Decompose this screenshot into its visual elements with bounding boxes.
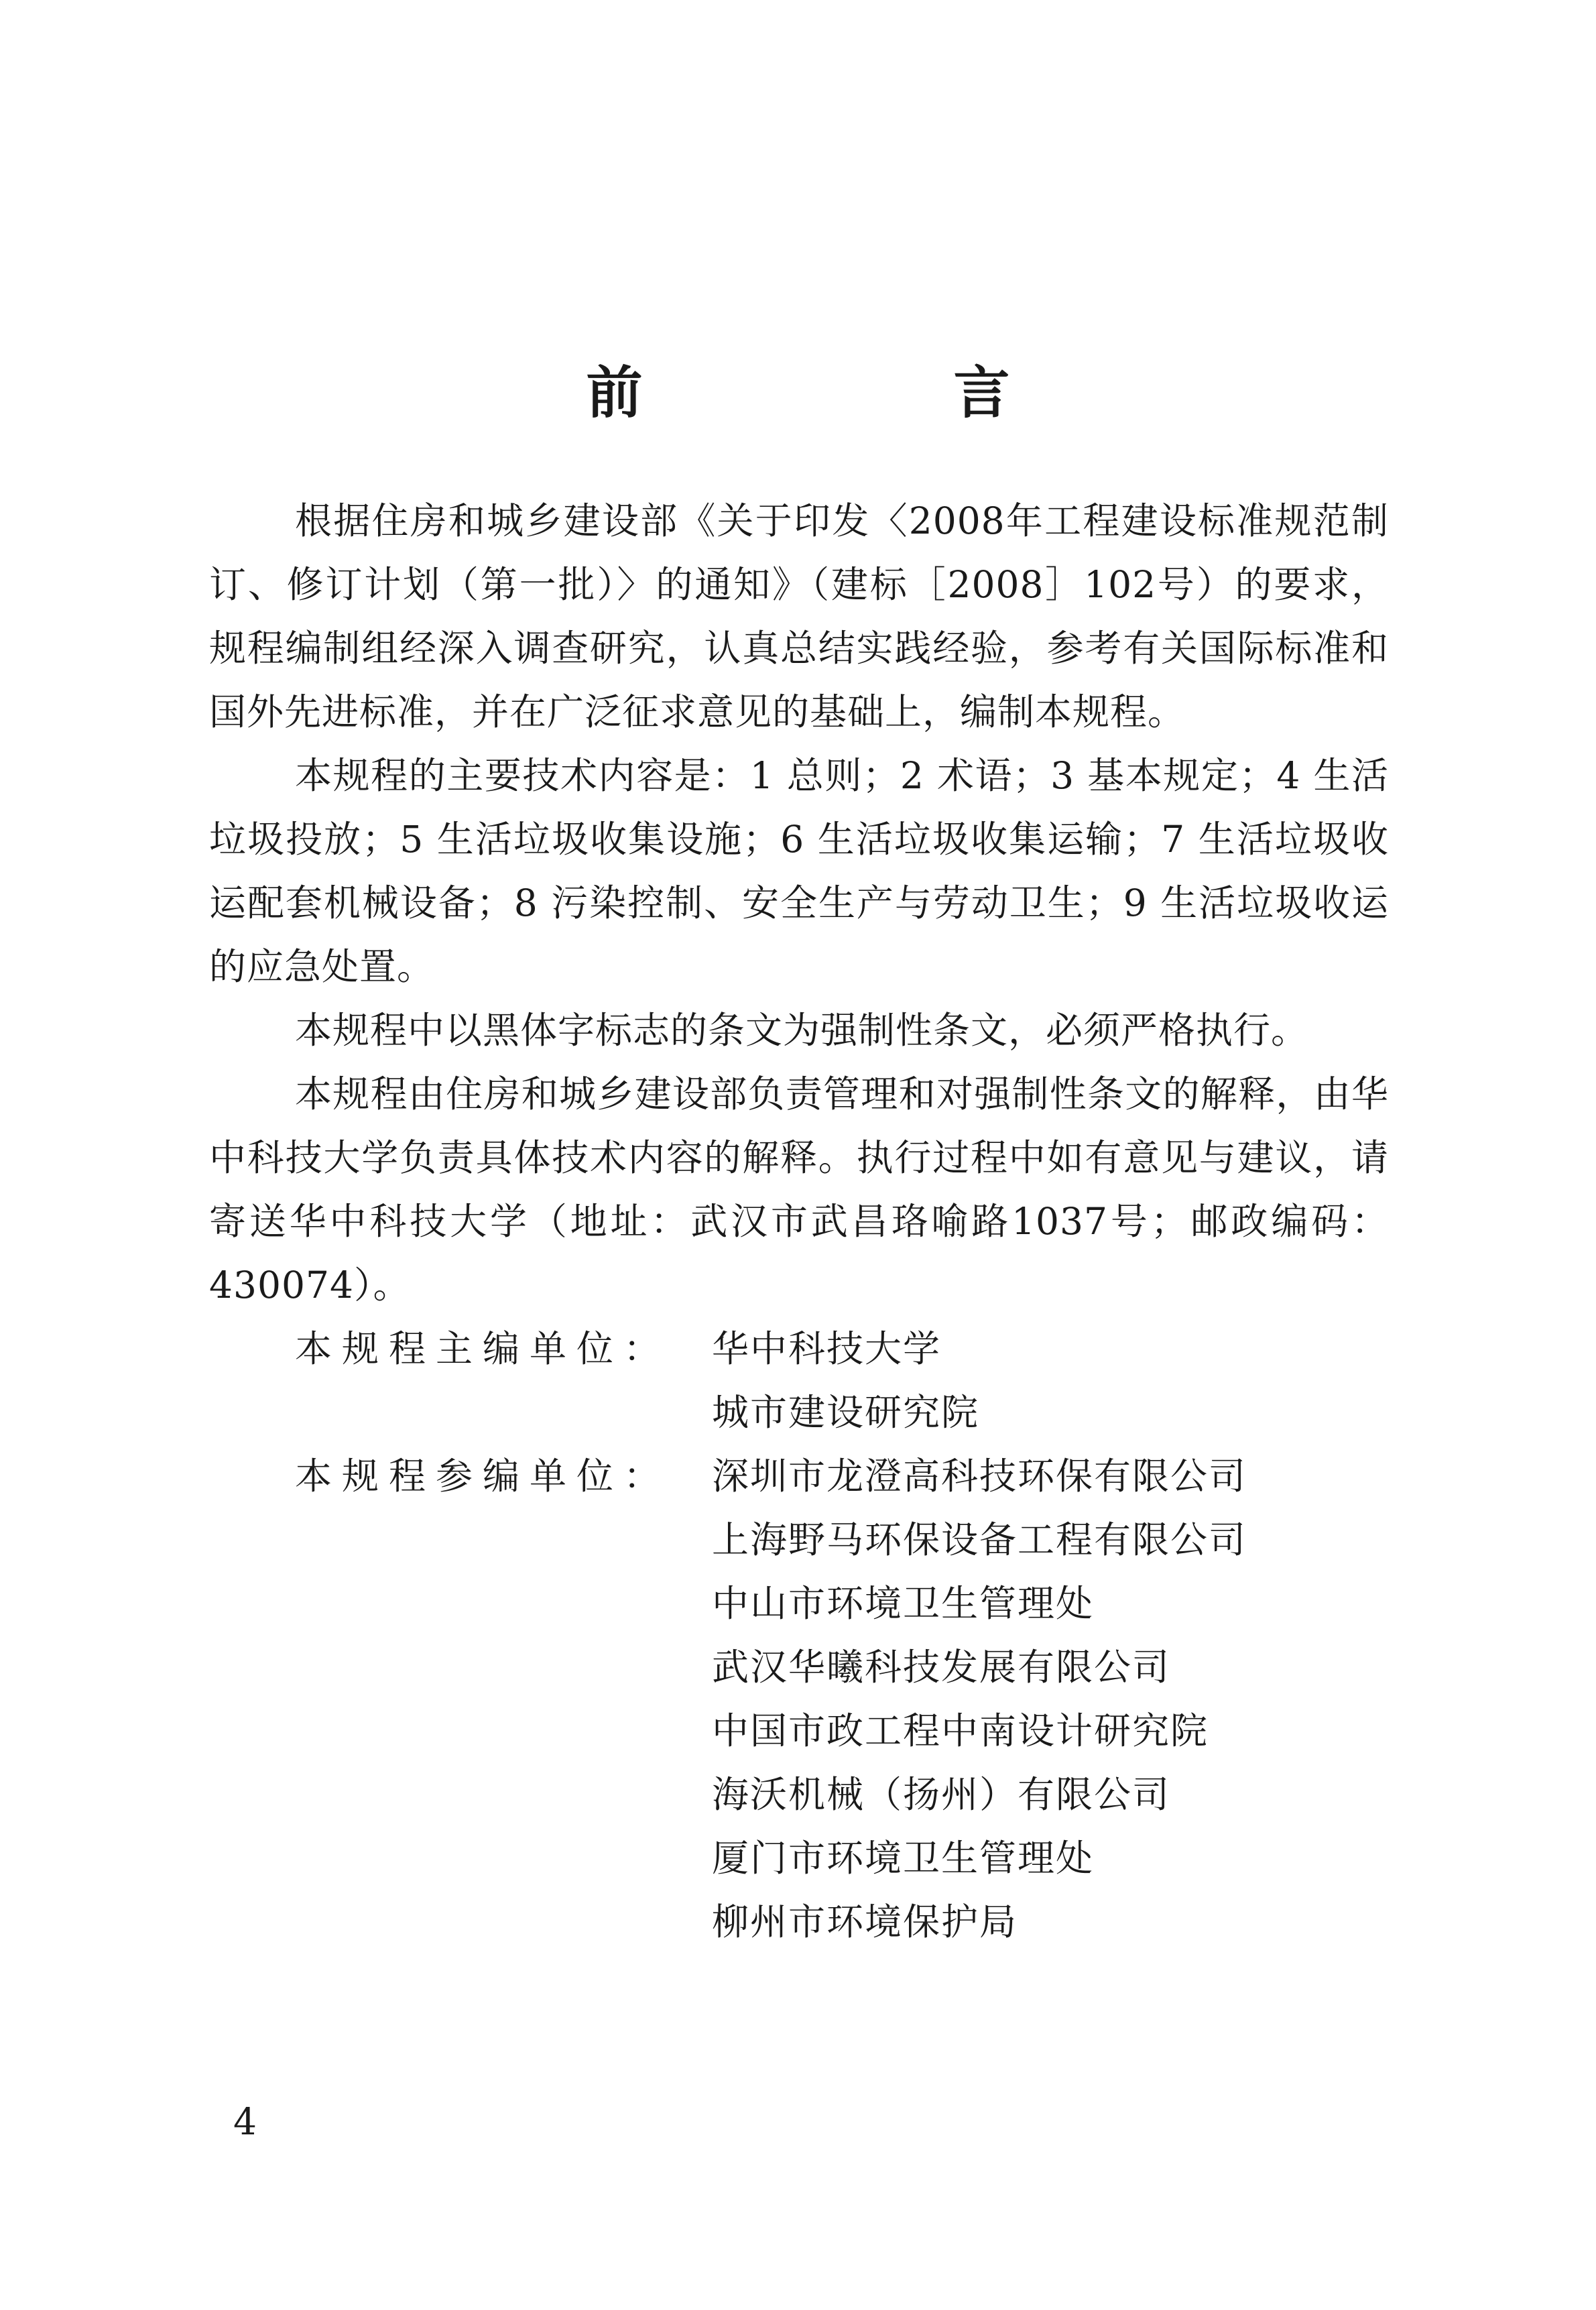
chief-units-label: 本规程主编单位： — [295, 1327, 671, 1370]
chief-units-list — [712, 1317, 1389, 1445]
chief-unit-name: 华中科技大学 — [712, 1327, 942, 1370]
paragraph-mandatory-clauses: 本规程中以黑体字标志的条文为强制性条文，必须严格执行。 — [295, 1009, 1309, 1052]
paragraph-management: 本规程由住房和城乡建设部负责管理和对强制性条文的解释，由华中科技大学负责具体技术内容的解释。执行过程中如有意见与建议，请寄送华中科技大学（地址：武汉市武昌珞喻路1037号；邮政编码：430074）。 — [209, 1073, 1389, 1306]
participating-unit-name: 柳州市环境保护局 — [712, 1900, 1018, 1943]
paragraph-main-contents: 本规程的主要技术内容是：1 总则；2 术语；3 基本规定；4 生活垃圾投放；5 生活垃圾收集设施；6 生活垃圾收集运输；7 生活垃圾收运配套机械设备；8 污染控制、安全生产与劳动卫生；9 生活垃圾收运的应急处置。 — [209, 754, 1389, 988]
participating-unit-name: 深圳市龙澄高科技环保有限公司 — [712, 1455, 1247, 1498]
participating-units-label: 本规程参编单位： — [295, 1455, 671, 1498]
participating-unit-name: 厦门市环境卫生管理处 — [712, 1837, 1095, 1880]
participating-unit-name: 上海野马环保设备工程有限公司 — [712, 1518, 1247, 1561]
units-section — [209, 1317, 1389, 1954]
participating-units-list — [712, 1445, 1389, 1954]
chief-units-row — [209, 1317, 1389, 1445]
participating-unit-name: 武汉华曦科技发展有限公司 — [712, 1646, 1171, 1689]
preface-body — [209, 489, 1389, 1954]
page-number: 4 — [233, 2100, 257, 2143]
participating-units-row — [209, 1445, 1389, 1954]
page-title: 前 言 — [586, 360, 1138, 426]
paragraph-basis: 根据住房和城乡建设部《关于印发〈2008年工程建设标准规范制订、修订计划（第一批）〉的通知》（建标［2008］102号）的要求，规程编制组经深入调查研究，认真总结实践经验，参考有关国际标准和国外先进标准，并在广泛征求意见的基础上，编制本规程。 — [209, 499, 1389, 733]
participating-unit-name: 中国市政工程中南设计研究院 — [712, 1709, 1209, 1752]
participating-unit-name: 海沃机械（扬州）有限公司 — [712, 1773, 1171, 1816]
chief-unit-name: 城市建设研究院 — [712, 1391, 980, 1434]
participating-unit-name: 中山市环境卫生管理处 — [712, 1582, 1095, 1625]
